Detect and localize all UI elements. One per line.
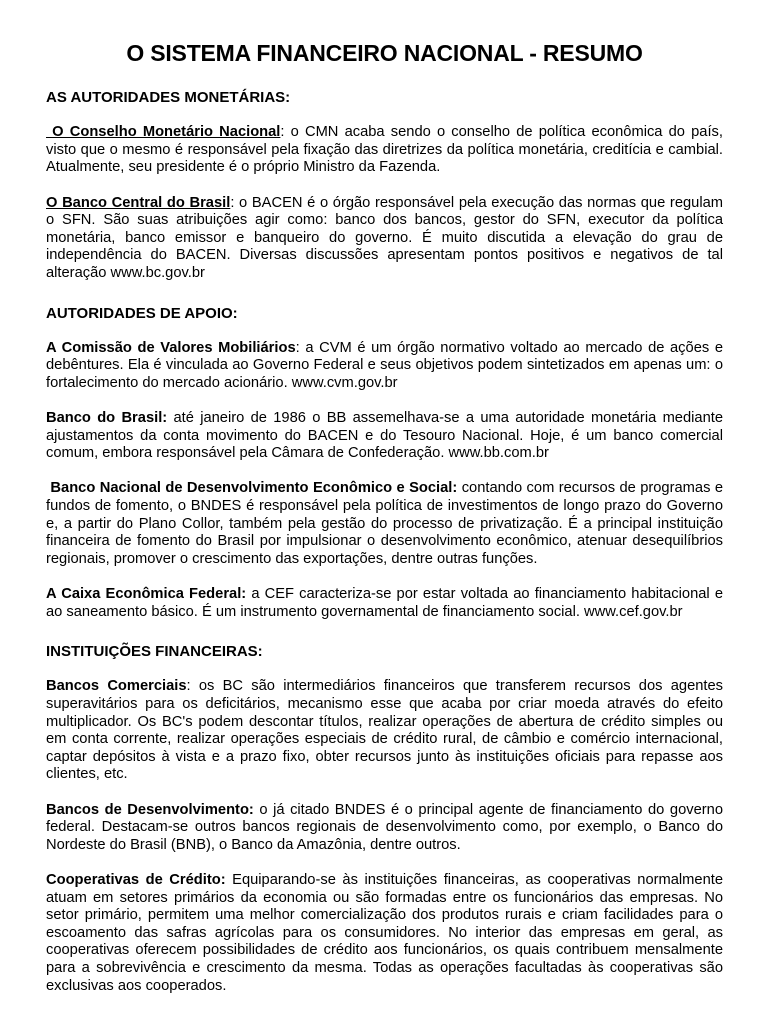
paragraph-body: : a CVM é um órgão normativo voltado ao mercado de ações e debêntures. Ela é vinculada ao Governo Federal e seus objetivos podem sintetizados em apenas um: o fortalecimento do mercado acionário. www.cvm.gov.br — [46, 339, 723, 391]
section-instituicoes-financeiras — [46, 643, 723, 995]
paragraph-body: o já citado BNDES é o principal agente de financiamento do governo federal. Destacam-se outros bancos regionais de desenvolvimento como, por exemplo, o Banco do Nordeste do Brasil (BNB), o Banco da Amazônia, dentre outros. — [46, 801, 723, 853]
paragraph-body: : o CMN acaba sendo o conselho de política econômica do país, visto que o mesmo é responsável pela fixação das diretrizes da política monetária, creditícia e cambial. Atualmente, seu presidente é o próprio Ministro da Fazenda. — [46, 124, 723, 176]
paragraph-body: a CEF caracteriza-se por estar voltada ao financiamento habitacional e ao saneamento básico. É um instrumento governamental de financiamento social. www.cef.gov.br — [46, 586, 723, 620]
paragraph-caixa-economica-federal — [46, 586, 723, 621]
section-heading: INSTITUIÇÕES FINANCEIRAS: — [46, 643, 263, 661]
paragraph-cooperativas-de-credito — [46, 872, 723, 995]
paragraph-body: : os BC são intermediários financeiros que transferem recursos dos agentes superavitários para os deficitários, mecanismo esse que acaba por criar moeda através do efeito multiplicador. Os BC's podem descontar títulos, realizar operações de abertura de crédito simples ou em conta corrente, realizar operações especiais de crédito rural, de câmbio e comércio internacional, captar depósitos à vista e a prazo fixo, obter recursos junto às instituições oficiais para repasse aos clientes, etc. — [46, 678, 723, 783]
paragraph-body: : o BACEN é o órgão responsável pela execução das normas que regulam o SFN. São suas atribuições agir como: banco dos bancos, gestor do SFN, executor da política monetária, banco emissor e banqueiro do governo. É muito discutida a elevação do grau de independência do BACEN. Diversas discussões apresentam pontos positivos e negativos de tal alteração www.bc.gov.br — [46, 194, 723, 281]
paragraph-lead: Bancos Comerciais — [46, 678, 187, 695]
paragraph-lead: A Comissão de Valores Mobiliários — [46, 339, 296, 356]
page-title: O SISTEMA FINANCEIRO NACIONAL - RESUMO — [126, 40, 643, 66]
paragraph-lead: Bancos de Desenvolvimento: — [46, 801, 254, 818]
paragraph-lead: A Caixa Econômica Federal: — [46, 586, 247, 603]
paragraph-bndes — [46, 480, 723, 568]
paragraph-bancos-de-desenvolvimento — [46, 802, 723, 855]
paragraph-body: contando com recursos de programas e fundos de fomento, o BNDES é responsável pela política de investimentos de longo prazo do Governo e, a partir do Plano Collor, também pela gestão do processo de privatização. É a principal instituição financeira de fomento do Brasil por impulsionar o desenvolvimento econômico, atenuar desequilíbrios regionais, promover o crescimento das exportações, dentre outras funções. — [46, 480, 723, 567]
paragraph-banco-central-do-brasil — [46, 195, 723, 283]
paragraph-bancos-comerciais — [46, 678, 723, 784]
paragraph-lead: Cooperativas de Crédito: — [46, 871, 226, 888]
paragraph-lead: Banco Nacional de Desenvolvimento Econômico e Social: — [46, 480, 458, 497]
section-heading: AUTORIDADES DE APOIO: — [46, 304, 238, 322]
paragraph-lead: Banco do Brasil: — [46, 410, 168, 427]
section-autoridades-de-apoio — [46, 305, 723, 622]
section-heading: AS AUTORIDADES MONETÁRIAS: — [46, 89, 291, 106]
paragraph-body: até janeiro de 1986 o BB assemelhava-se a uma autoridade monetária mediante ajustamentos da conta movimento do BACEN e do Tesouro Nacional. Hoje, é um banco comercial comum, embora responsável pela Câmara de Confederação. www.bb.com.br — [46, 410, 723, 462]
paragraph-lead: O Conselho Monetário Nacional — [46, 124, 281, 141]
paragraph-lead: O Banco Central do Brasil — [46, 194, 231, 211]
section-autoridades-monetarias — [46, 89, 723, 283]
paragraph-body: Equiparando-se às instituições financeiras, as cooperativas normalmente atuam em setores primários da economia ou são formadas entre os funcionários das empresas. No setor primário, permitem uma melhor comercialização dos produtos rurais e criam facilidades para o escoamento das safras agrícolas para os consumidores. No interior das empresas em geral, as cooperativas oferecem possibilidades de crédito aos funcionários, os quais contribuem mensalmente para a sobrevivência e crescimento da mesma. Todas as operações facultadas às cooperativas são exclusivas aos cooperados. — [46, 871, 723, 994]
paragraph-banco-do-brasil — [46, 410, 723, 463]
paragraph-conselho-monetario-nacional — [46, 124, 723, 177]
paragraph-comissao-de-valores-mobiliarios — [46, 340, 723, 393]
